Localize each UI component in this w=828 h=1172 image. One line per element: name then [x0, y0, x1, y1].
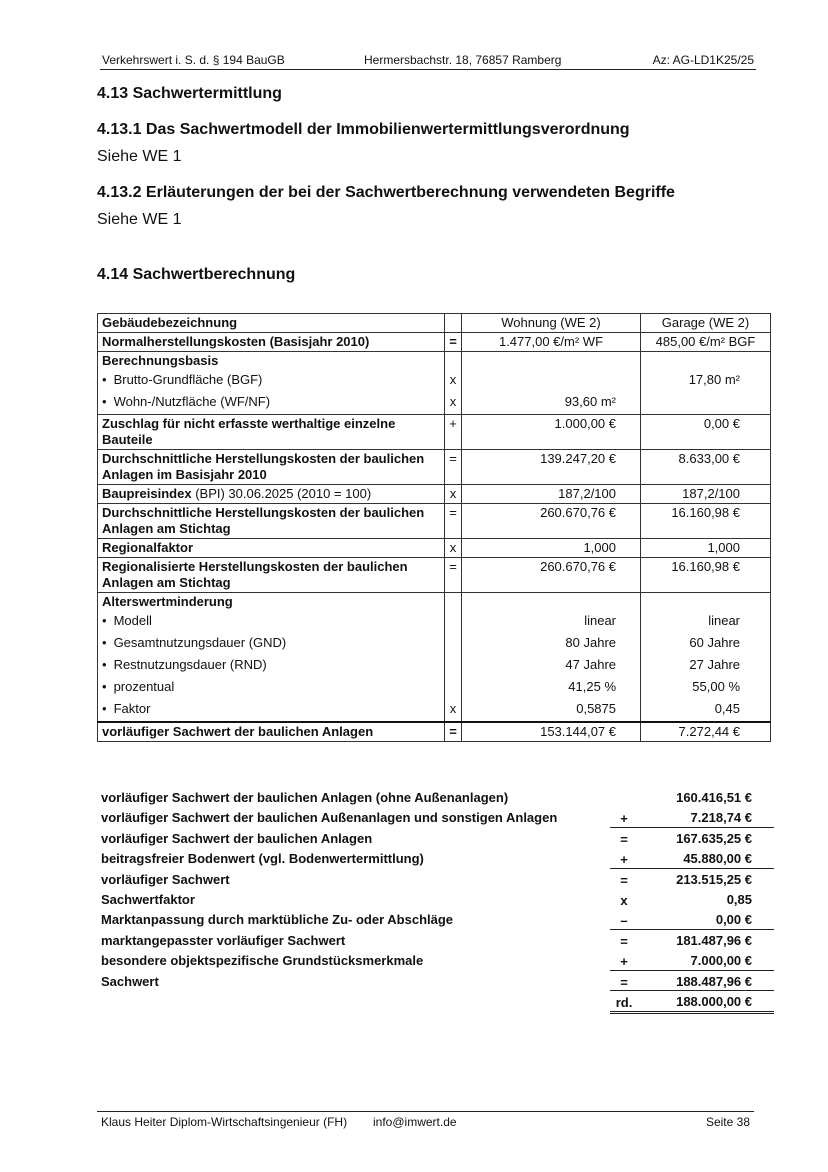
summary-value: 45.880,00 €	[683, 851, 752, 866]
summary-label: beitragsfreier Bodenwert (vgl. Bodenwertermittlung)	[101, 851, 424, 866]
row-sub-label: • Gesamtnutzungsdauer (GND)	[102, 632, 440, 654]
row-sub-op: x	[449, 372, 457, 387]
table-row	[98, 485, 771, 504]
summary-rule	[610, 970, 774, 971]
row-sub-value: 55,00 %	[692, 679, 740, 694]
summary-op: x	[620, 893, 628, 908]
summary-label: marktangepasster vorläufiger Sachwert	[101, 933, 346, 948]
row-label: Normalherstellungskosten (Basisjahr 2010)	[98, 333, 445, 352]
row-op: x	[445, 539, 462, 558]
row-value-col2: 485,00 €/m² BGF	[641, 333, 771, 352]
summary-row	[101, 992, 774, 1012]
table-row	[98, 450, 771, 485]
row-value-col1	[462, 352, 641, 415]
section-text-4-13-2: Siehe WE 1	[97, 211, 182, 228]
row-sub-value: linear	[584, 613, 616, 628]
summary-label: Marktanpassung durch marktübliche Zu- oder Abschläge	[101, 912, 454, 927]
footer-email[interactable]: info@imwert.de	[373, 1115, 457, 1129]
row-op: =	[445, 333, 462, 352]
row-value-col2: 16.160,98 €	[641, 558, 771, 593]
summary-row	[101, 951, 774, 971]
summary-op: +	[620, 811, 628, 826]
table-row	[98, 593, 771, 723]
summary-label: Sachwert	[101, 974, 159, 989]
table-row	[98, 722, 771, 742]
summary-row	[101, 972, 774, 992]
row-value-col2: 7.272,44 €	[641, 722, 771, 742]
row-sub-value: 17,80 m²	[688, 372, 740, 387]
summary-op: rd.	[615, 995, 633, 1010]
row-value-col1: 187,2/100	[462, 485, 641, 504]
summary-rule	[610, 1011, 774, 1012]
summary-op: =	[620, 975, 628, 990]
summary-row	[101, 870, 774, 890]
summary-value: 181.487,96 €	[676, 933, 752, 948]
summary-label: vorläufiger Sachwert der baulichen Außenanlagen und sonstigen Anlagen	[101, 810, 558, 825]
row-sub-value: 0,5875	[576, 701, 616, 716]
header-address: Hermersbachstr. 18, 76857 Ramberg	[364, 53, 562, 67]
table-header-row	[98, 314, 771, 333]
sachwert-table	[97, 313, 771, 742]
row-sub-value: 41,25 %	[568, 679, 616, 694]
table-header-op	[445, 314, 462, 333]
row-value-col2	[641, 352, 771, 415]
row-sub-label: • Faktor	[102, 698, 440, 720]
summary-op: –	[620, 913, 628, 928]
row-op: =	[445, 722, 462, 742]
table-row	[98, 352, 771, 415]
footer-page-number: Seite 38	[705, 1115, 750, 1129]
summary-value: 7.000,00 €	[690, 953, 752, 968]
row-value-col2	[641, 593, 771, 723]
table-row	[98, 558, 771, 593]
row-value-col1: 153.144,07 €	[462, 722, 641, 742]
row-value-col2: 187,2/100	[641, 485, 771, 504]
row-value-col1	[462, 593, 641, 723]
summary-value: 188.000,00 €	[676, 994, 752, 1009]
row-sub-value: 0,45	[714, 701, 740, 716]
row-label	[98, 485, 445, 504]
row-sub-label: • Brutto-Grundfläche (BGF)	[102, 369, 440, 391]
row-label: vorläufiger Sachwert der baulichen Anlagen	[98, 722, 445, 742]
summary-value: 188.487,96 €	[676, 974, 752, 989]
row-sub-value: 47 Jahre	[565, 657, 616, 672]
summary-value: 213.515,25 €	[676, 872, 752, 887]
summary-op: +	[620, 954, 628, 969]
row-value-col2: 8.633,00 €	[641, 450, 771, 485]
row-sub-value: 27 Jahre	[689, 657, 740, 672]
summary-value: 0,85	[726, 892, 752, 907]
summary-op: =	[620, 873, 628, 888]
section-heading-4-13-1: 4.13.1 Das Sachwertmodell der Immobilienwertermittlungsverordnung	[97, 121, 630, 138]
table-header-col2: Garage (WE 2)	[641, 314, 771, 333]
summary-value: 0,00 €	[715, 912, 752, 927]
summary-value: 7.218,74 €	[690, 810, 752, 825]
summary-rule	[610, 827, 774, 828]
row-op: =	[445, 450, 462, 485]
page-header	[100, 52, 756, 70]
row-op: +	[445, 415, 462, 450]
row-label-bold: Baupreisindex	[102, 486, 192, 501]
summary-row	[101, 849, 774, 869]
table-row	[98, 539, 771, 558]
header-title: Verkehrswert i. S. d. § 194 BauGB	[102, 53, 285, 67]
summary-label: vorläufiger Sachwert	[101, 872, 230, 887]
row-value-col1: 260.670,76 €	[462, 558, 641, 593]
table-row	[98, 415, 771, 450]
row-value-col1: 1.000,00 €	[462, 415, 641, 450]
row-label	[98, 593, 445, 723]
summary-label: besondere objektspezifische Grundstücksmerkmale	[101, 953, 424, 968]
table-row	[98, 504, 771, 539]
row-value-col1: 1.477,00 €/m² WF	[462, 333, 641, 352]
footer-author: Klaus Heiter Diplom-Wirtschaftsingenieur (FH)	[101, 1115, 348, 1129]
row-label: Regionalisierte Herstellungskosten der baulichen Anlagen am Stichtag	[98, 558, 445, 593]
row-value-col2: 1,000	[641, 539, 771, 558]
row-sub-value: 93,60 m²	[564, 394, 616, 409]
summary-label: Sachwertfaktor	[101, 892, 195, 907]
summary-rule	[610, 1013, 774, 1014]
row-value-col1: 139.247,20 €	[462, 450, 641, 485]
summary-op: +	[620, 852, 628, 867]
row-op: =	[445, 558, 462, 593]
row-label: Regionalfaktor	[98, 539, 445, 558]
row-label: Durchschnittliche Herstellungskosten der baulichen Anlagen am Stichtag	[98, 504, 445, 539]
summary-rule	[610, 929, 774, 930]
row-value-col1: 1,000	[462, 539, 641, 558]
row-sub-label: • Restnutzungsdauer (RND)	[102, 654, 440, 676]
row-op: =	[445, 504, 462, 539]
row-value-col1: 260.670,76 €	[462, 504, 641, 539]
row-group-title: Alterswertminderung	[102, 594, 233, 609]
table-row	[98, 333, 771, 352]
row-label: Durchschnittliche Herstellungskosten der baulichen Anlagen im Basisjahr 2010	[98, 450, 445, 485]
table-header-col1: Wohnung (WE 2)	[462, 314, 641, 333]
row-group-title: Berechnungsbasis	[102, 353, 219, 368]
summary-op: =	[620, 832, 628, 847]
summary-rule	[610, 868, 774, 869]
section-heading-4-14: 4.14 Sachwertberechnung	[97, 266, 296, 283]
summary-value: 160.416,51 €	[676, 790, 752, 805]
summary-row	[101, 910, 774, 930]
row-label	[98, 352, 445, 415]
summary-row	[101, 931, 774, 951]
row-value-col2: 16.160,98 €	[641, 504, 771, 539]
section-text-4-13-1: Siehe WE 1	[97, 148, 182, 165]
summary-label: vorläufiger Sachwert der baulichen Anlagen (ohne Außenanlagen)	[101, 790, 509, 805]
summary-row	[101, 829, 774, 849]
table-header-label: Gebäudebezeichnung	[98, 314, 445, 333]
row-sub-label: • Modell	[102, 610, 440, 632]
summary-row	[101, 788, 774, 808]
row-sub-value: 60 Jahre	[689, 635, 740, 650]
page-footer	[97, 1111, 754, 1132]
summary-row	[101, 890, 774, 910]
row-value-col2: 0,00 €	[641, 415, 771, 450]
row-sub-label: • prozentual	[102, 676, 440, 698]
row-sub-op: x	[449, 701, 457, 716]
summary-op: =	[620, 934, 628, 949]
section-heading-4-13: 4.13 Sachwertermittlung	[97, 85, 282, 102]
row-label-rest: (BPI) 30.06.2025 (2010 = 100)	[191, 486, 372, 501]
summary-rule	[610, 990, 774, 991]
summary-value: 167.635,25 €	[676, 831, 752, 846]
row-op: x	[445, 485, 462, 504]
row-sub-op: x	[449, 394, 457, 409]
row-sub-value: linear	[708, 613, 740, 628]
row-sub-label: • Wohn-/Nutzfläche (WF/NF)	[102, 391, 440, 413]
row-sub-value: 80 Jahre	[565, 635, 616, 650]
row-op	[445, 352, 462, 415]
section-heading-4-13-2: 4.13.2 Erläuterungen der bei der Sachwertberechnung verwendeten Begriffe	[97, 184, 675, 201]
row-label: Zuschlag für nicht erfasste werthaltige einzelne Bauteile	[98, 415, 445, 450]
summary-label: vorläufiger Sachwert der baulichen Anlagen	[101, 831, 373, 846]
summary-row	[101, 808, 774, 828]
row-op	[445, 593, 462, 723]
header-case-number: Az: AG-LD1K25/25	[652, 53, 754, 67]
